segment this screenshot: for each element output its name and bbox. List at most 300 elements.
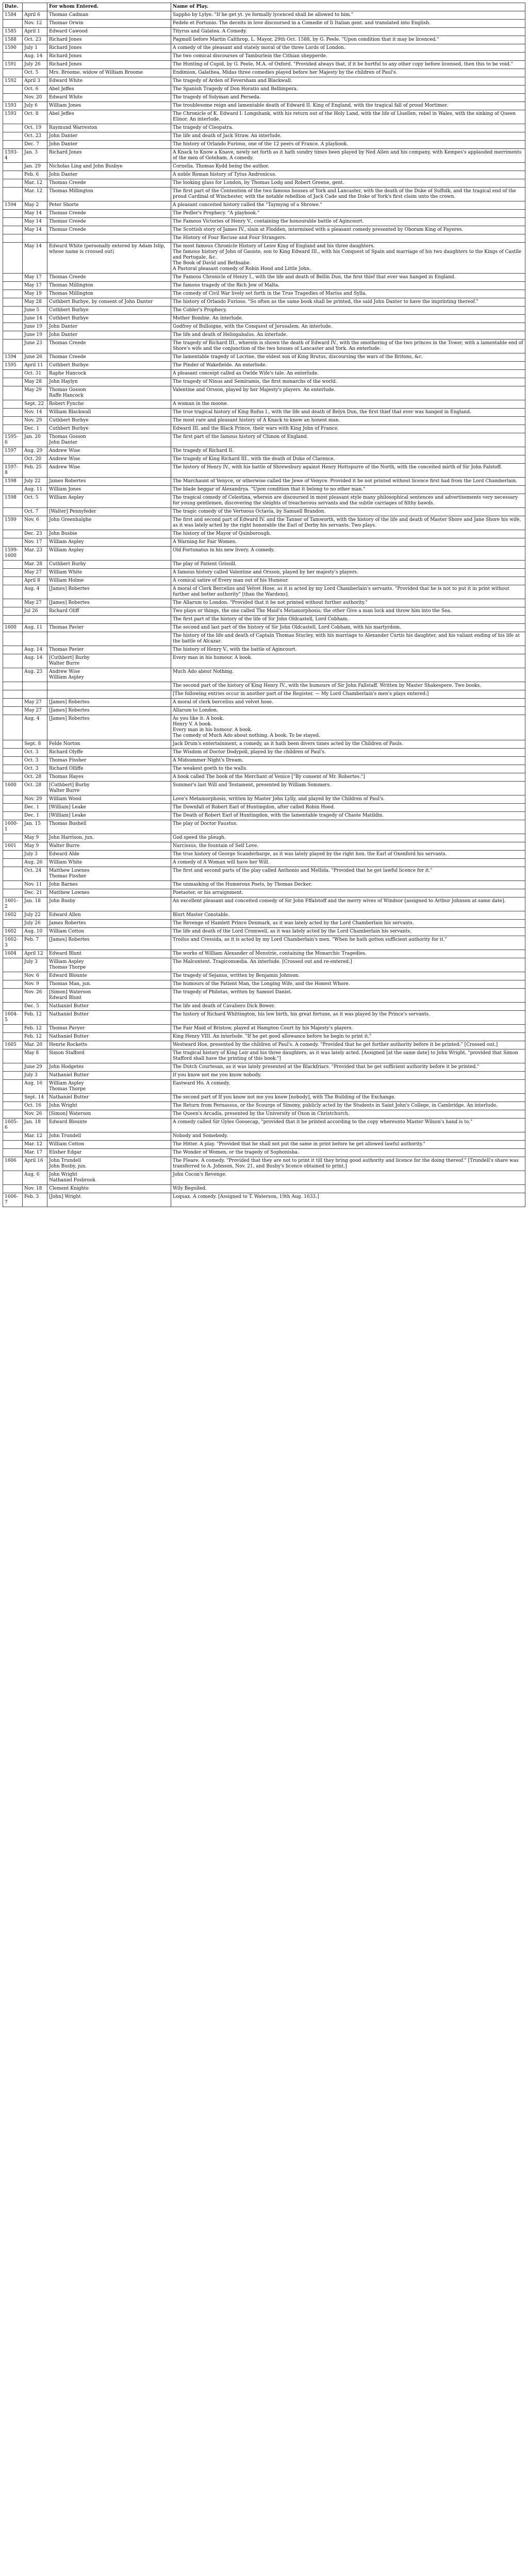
year-cell bbox=[3, 812, 23, 820]
year-cell bbox=[3, 234, 23, 243]
day-cell: May 27 bbox=[23, 569, 47, 577]
day-cell: Oct. 16 bbox=[23, 1102, 47, 1110]
day-cell: Oct. 3 bbox=[23, 757, 47, 765]
table-row bbox=[3, 149, 525, 163]
table-row bbox=[3, 740, 525, 749]
day-cell: Oct. 6 bbox=[23, 86, 47, 94]
day-cell: Jan. 18 bbox=[23, 897, 47, 911]
table-row bbox=[3, 86, 525, 94]
year-cell: 1605 bbox=[3, 1041, 23, 1049]
day-cell: Oct. 28 bbox=[23, 773, 47, 782]
day-cell: June 19 bbox=[23, 323, 47, 331]
year-cell bbox=[3, 243, 23, 274]
table-row bbox=[3, 950, 525, 958]
year-cell bbox=[3, 455, 23, 464]
entered-for-cell: Thomas Cadman bbox=[47, 11, 171, 20]
play-name-cell: The life and death of the Lord Cromwell, as it was lately acted by the Lord Chamberlain his servants. bbox=[171, 928, 525, 936]
play-name-cell: The history of the life and death of Captain Thomas Stucley, with his marriage to Alexander Curtis his daughter, and his valiant ending of his life at the battle of Alcazar. bbox=[171, 632, 525, 646]
entered-for-cell: William Aspley Thomas Thorpe bbox=[47, 958, 171, 972]
day-cell: May 27 bbox=[23, 699, 47, 707]
table-row bbox=[3, 538, 525, 547]
play-name-cell: The Famous Victories of Henry V., containing the honourable battle of Agincourt. bbox=[171, 218, 525, 226]
table-row bbox=[3, 36, 525, 44]
play-name-cell: A pleasant conceipt called as Owlde Wife's tale. An enterlude. bbox=[171, 370, 525, 378]
entered-for-cell bbox=[47, 690, 171, 699]
year-cell: 1584 bbox=[3, 11, 23, 20]
table-row bbox=[3, 632, 525, 646]
play-name-cell: The history of Henry IV., with his battle of Shrewsbury against Henry Hottspurre of the North, with the conceited mirth of Sir John Falstoff. bbox=[171, 464, 525, 478]
day-cell: Aug. 14 bbox=[23, 53, 47, 61]
day-cell: April 8 bbox=[23, 577, 47, 585]
table-row bbox=[3, 881, 525, 889]
day-cell bbox=[23, 234, 47, 243]
day-cell: Mar. 12 bbox=[23, 1141, 47, 1149]
table-row bbox=[3, 1193, 525, 1207]
play-name-cell: The tragedy of Solyman and Perseda. bbox=[171, 94, 525, 102]
play-name-cell: The History of Four Recuse and Four Strangers. bbox=[171, 234, 525, 243]
day-cell: Jan. 15 bbox=[23, 820, 47, 834]
play-name-cell: Love's Metamorphosis, written by Master John Lylly, and played by the Children of Paul's. bbox=[171, 795, 525, 804]
day-cell: May 8 bbox=[23, 1049, 47, 1063]
year-cell bbox=[3, 867, 23, 881]
table-row bbox=[3, 362, 525, 370]
table-row bbox=[3, 842, 525, 851]
day-cell: Oct. 20 bbox=[23, 455, 47, 464]
year-cell: 1597-8 bbox=[3, 464, 23, 478]
play-name-cell: The lamentable tragedy of Locrine, the eldest son of King Brutus, discoursing the wars of the Britons, &c. bbox=[171, 353, 525, 362]
entered-for-cell: Raphe Hancock bbox=[47, 370, 171, 378]
register-document bbox=[0, 3, 528, 1207]
play-name-cell: The Fleare. A comedy. "Provided that they are not to print it till they bring good authority and licence for the doing thereof." [Trundell's share was transferred to A. Johnson, Nov. 21, and Busby's licence obtained to print.] bbox=[171, 1157, 525, 1171]
year-cell: 1595 bbox=[3, 362, 23, 370]
day-cell: Oct. 23 bbox=[23, 36, 47, 44]
play-name-cell: The humours of the Patient Man, the Longing Wife, and the Honest Whore. bbox=[171, 980, 525, 989]
day-cell: May 14 bbox=[23, 226, 47, 234]
table-row bbox=[3, 757, 525, 765]
entered-for-cell: Edward Blounte bbox=[47, 1118, 171, 1132]
play-name-cell: [The following entries occur in another part of the Register. — My Lord Chamberlain's men's plays entered:] bbox=[171, 690, 525, 699]
day-cell: Oct. 31 bbox=[23, 370, 47, 378]
play-name-cell: Troilus and Cressida, as it is acted by my Lord Chamberlain's men. "When he hath gotten sufficient authority for it." bbox=[171, 936, 525, 950]
day-cell: Aug. 14 bbox=[23, 654, 47, 668]
play-name-cell: A Midsummer Night's Dream. bbox=[171, 757, 525, 765]
play-name-cell: The Return from Pernassus, or the Scourge of Simony, publicly acted by the Students in Saint John's College, in Cambridge. An interlude. bbox=[171, 1102, 525, 1110]
year-cell: 1595-6 bbox=[3, 433, 23, 447]
entered-for-cell: [James] Robertes bbox=[47, 715, 171, 740]
table-row bbox=[3, 897, 525, 911]
year-cell bbox=[3, 668, 23, 682]
play-name-cell: The life and death of Heliogabalus. An interlude. bbox=[171, 331, 525, 340]
year-cell bbox=[3, 804, 23, 812]
entered-for-cell: William Jones bbox=[47, 486, 171, 494]
play-name-cell: Narcissus, the fountain of Self Love. bbox=[171, 842, 525, 851]
day-cell: Nov. 26 bbox=[23, 1110, 47, 1118]
table-row bbox=[3, 1041, 525, 1049]
day-cell: July 3 bbox=[23, 851, 47, 859]
entered-for-cell: Cuthbert Burbye bbox=[47, 425, 171, 433]
entered-for-cell: John Busby bbox=[47, 897, 171, 911]
day-cell: Nov. 29 bbox=[23, 795, 47, 804]
play-name-cell: A moral of Clerk Bercelios and Velvet Hose, as it is acted by my Lord Chamberlain's servants. "Provided that he is not to put it in print without further and better authority" [than the Wardens]. bbox=[171, 585, 525, 599]
year-cell: 1597 bbox=[3, 447, 23, 455]
entered-for-cell: Cuthbert Burbye bbox=[47, 417, 171, 425]
play-name-cell: A Knack to Know a Knave, newly set forth as it hath sundry times been played by Ned Allen and his company, with Kempes's applauded merriments of the men of Goteham. A comedy. bbox=[171, 149, 525, 163]
play-name-cell: Blurt Master Constable. bbox=[171, 911, 525, 920]
table-row bbox=[3, 163, 525, 171]
play-name-cell: Sappho by Lylye. "If he get yt. ye formally lycenced shall be allowed to him." bbox=[171, 11, 525, 20]
year-cell bbox=[3, 654, 23, 668]
table-row bbox=[3, 378, 525, 386]
entered-for-cell: Nathaniel Butter bbox=[47, 1003, 171, 1011]
year-cell bbox=[3, 307, 23, 315]
day-cell: May 9 bbox=[23, 834, 47, 842]
play-name-cell: The Dutch Courtesan, as it was lately presented at the Blackfriars. "Provided that he get sufficient authority before it be printed." bbox=[171, 1063, 525, 1072]
entered-for-cell: John Haylyn bbox=[47, 378, 171, 386]
play-name-cell: A woman in the moone. bbox=[171, 400, 525, 409]
table-row bbox=[3, 804, 525, 812]
play-name-cell: The second and last part of the history of Sir John Oldcastell, Lord Cobham, with his martyrdom. bbox=[171, 624, 525, 632]
entered-for-cell: [William] Leake bbox=[47, 804, 171, 812]
year-cell: 1602 bbox=[3, 911, 23, 920]
day-cell: Mar. 20 bbox=[23, 1041, 47, 1049]
entered-for-cell: John Greenhalghe bbox=[47, 516, 171, 530]
play-name-cell: The Hitter. A play. "Provided that he shall not put the same in print before he get allowed lawful authority." bbox=[171, 1141, 525, 1149]
day-cell: Nov. 11 bbox=[23, 881, 47, 889]
year-cell bbox=[3, 1185, 23, 1193]
play-name-cell: Allarum to London. bbox=[171, 707, 525, 715]
year-cell: 1600 bbox=[3, 782, 23, 795]
play-name-cell: The tragedy of Philotas, written by Samuel Daniel. bbox=[171, 989, 525, 1003]
entered-for-cell: Edward Alde bbox=[47, 851, 171, 859]
year-cell bbox=[3, 226, 23, 234]
entered-for-cell: William Aspley bbox=[47, 547, 171, 561]
entered-for-cell: Thomas Creede bbox=[47, 179, 171, 188]
play-name-cell: Fedele et Fortunio. The deceits in love discoursed in a Comedie of Ii Italian gent. and translated into English. bbox=[171, 20, 525, 28]
table-row bbox=[3, 226, 525, 234]
table-row bbox=[3, 1094, 525, 1102]
year-cell: 1594 bbox=[3, 201, 23, 210]
entered-for-cell: Richard Jones bbox=[47, 61, 171, 69]
entered-for-cell: Thomas Gosson John Danter bbox=[47, 433, 171, 447]
play-name-cell: The history of the Mayor of Quinborough. bbox=[171, 530, 525, 538]
table-row bbox=[3, 44, 525, 53]
register-table bbox=[3, 3, 525, 1207]
table-row bbox=[3, 1080, 525, 1094]
table-row bbox=[3, 668, 525, 682]
table-row bbox=[3, 102, 525, 110]
year-cell bbox=[3, 132, 23, 141]
table-row bbox=[3, 624, 525, 632]
year-cell bbox=[3, 290, 23, 298]
play-name-cell: Mother Bombie. An interlude. bbox=[171, 315, 525, 323]
table-row bbox=[3, 1033, 525, 1041]
day-cell: Mar. 12 bbox=[23, 1132, 47, 1141]
day-cell: Nov. 14 bbox=[23, 409, 47, 417]
day-cell bbox=[23, 616, 47, 624]
entered-for-cell: Raymund Warreston bbox=[47, 124, 171, 132]
year-cell: 1599-1600 bbox=[3, 547, 23, 561]
day-cell: Oct. 3 bbox=[23, 749, 47, 757]
year-cell bbox=[3, 585, 23, 599]
play-name-cell: God speed the plough. bbox=[171, 834, 525, 842]
day-cell: May 17 bbox=[23, 282, 47, 290]
table-row bbox=[3, 417, 525, 425]
play-name-cell: If you know not me you know nobody. bbox=[171, 1072, 525, 1080]
entered-for-cell: Felde Norton bbox=[47, 740, 171, 749]
day-cell: Oct. 7 bbox=[23, 508, 47, 516]
year-cell bbox=[3, 646, 23, 654]
play-name-cell: The tragedy of King Richard III., with the death of Duke of Clarence. bbox=[171, 455, 525, 464]
play-name-cell: Every man in his humour. A book. bbox=[171, 654, 525, 668]
table-row bbox=[3, 386, 525, 400]
day-cell: June 5 bbox=[23, 307, 47, 315]
entered-for-cell: James Robertes bbox=[47, 920, 171, 928]
entered-for-cell: Thomas Orwin bbox=[47, 20, 171, 28]
entered-for-cell: [Simon] Waterson bbox=[47, 1110, 171, 1118]
table-row bbox=[3, 577, 525, 585]
entered-for-cell: Clement Knighte bbox=[47, 1185, 171, 1193]
table-row bbox=[3, 585, 525, 599]
table-row bbox=[3, 690, 525, 699]
entered-for-cell: Thomas Hayes bbox=[47, 773, 171, 782]
play-name-cell: Westward Hoe, presented by the children of Paul's. A comedy. "Provided that he get further authority before it be printed." [Crossed out.] bbox=[171, 1041, 525, 1049]
play-name-cell: The tragical history of King Leir and his three daughters, as it was lately acted. [Assigned [at the same date] to John Wright, "provided that Simon Stafford shall have the printing of this book."] bbox=[171, 1049, 525, 1063]
table-row bbox=[3, 1025, 525, 1033]
table-row bbox=[3, 218, 525, 226]
day-cell: July 6 bbox=[23, 102, 47, 110]
day-cell: Mar. 23 bbox=[23, 547, 47, 561]
day-cell: May 14 bbox=[23, 210, 47, 218]
year-cell bbox=[3, 94, 23, 102]
year-cell: 1591 bbox=[3, 61, 23, 69]
day-cell bbox=[23, 632, 47, 646]
table-row bbox=[3, 859, 525, 867]
play-name-cell: The tragedy of Arden of Feversham and Blackwall. bbox=[171, 77, 525, 86]
play-name-cell: The first part of the history of the life of Sir John Oldcastell, Lord Cobham. bbox=[171, 616, 525, 624]
year-cell bbox=[3, 765, 23, 773]
year-cell bbox=[3, 707, 23, 715]
year-cell: 1604-5 bbox=[3, 1011, 23, 1025]
table-row bbox=[3, 141, 525, 149]
play-name-cell: Godfrey of Bulloigne, with the Conquest of Jerusalem. An interlude. bbox=[171, 323, 525, 331]
entered-for-cell: Edward White bbox=[47, 94, 171, 102]
day-cell: Feb. 12 bbox=[23, 1033, 47, 1041]
play-name-cell: The play of Patient Grissill. bbox=[171, 561, 525, 569]
year-cell bbox=[3, 740, 23, 749]
entered-for-cell: Cuthbert Burbye bbox=[47, 315, 171, 323]
day-cell: May 9 bbox=[23, 842, 47, 851]
play-name-cell: The second part of the history of King Henry IV., with the humours of Sir John Fallstaff. Written by Master Shakespere. Two books. bbox=[171, 682, 525, 690]
play-name-cell: The famous tragedy of the Rich Jew of Malta. bbox=[171, 282, 525, 290]
year-cell bbox=[3, 386, 23, 400]
year-cell bbox=[3, 1102, 23, 1110]
play-name-cell: The unmasking of the Humorous Poets, by Thomas Decker. bbox=[171, 881, 525, 889]
entered-for-cell: Thomas Creede bbox=[47, 353, 171, 362]
entered-for-cell: William White bbox=[47, 859, 171, 867]
table-row bbox=[3, 243, 525, 274]
day-cell: Jan. 29 bbox=[23, 163, 47, 171]
play-name-cell: A comical satire of Every man out of his Humour. bbox=[171, 577, 525, 585]
year-cell: 1604 bbox=[3, 950, 23, 958]
day-cell: Aug. 11 bbox=[23, 624, 47, 632]
play-name-cell: A pleasant conceited history called the "Taymyng of a Shrowe." bbox=[171, 201, 525, 210]
table-row bbox=[3, 1072, 525, 1080]
play-name-cell: The tragic comedy of the Vertuous Octavia, by Samuell Brandon. bbox=[171, 508, 525, 516]
day-cell: Oct. 8 bbox=[23, 110, 47, 124]
play-name-cell: The Malcontent. Tragicomœdia. An interlude. [Crossed out and re-entered.] bbox=[171, 958, 525, 972]
entered-for-cell: Cuthbert Burbye, by consent of John Danter bbox=[47, 298, 171, 307]
entered-for-cell: William Aspley Thomas Thorpe bbox=[47, 1080, 171, 1094]
year-cell bbox=[3, 989, 23, 1003]
play-name-cell: The first and second part of Edward IV. and the Tanner of Tamworth, with the history of the life and death of Master Shore and Jane Shore his wife, as it was lately acted by the right honorable the Earl of Derby his servants. Two plays. bbox=[171, 516, 525, 530]
entered-for-cell: Edward Blunt bbox=[47, 950, 171, 958]
entered-for-cell: John Wright Nathaniel Fosbrook bbox=[47, 1171, 171, 1185]
play-name-cell: A comedy of the pleasant and stately moral of the three Lords of London. bbox=[171, 44, 525, 53]
entered-for-cell: John Barnes bbox=[47, 881, 171, 889]
play-name-cell: The tragedy of Sejanus, written by Benjamin Johnson. bbox=[171, 972, 525, 980]
year-cell: 1599 bbox=[3, 516, 23, 530]
play-name-cell: The Chronicle of K. Edward I. Longshank, with his return out of the Holy Land, with the life of Lluellen, rebel in Wales, with the sinking of Queen Elinor. An interlude. bbox=[171, 110, 525, 124]
year-cell: 1592 bbox=[3, 77, 23, 86]
entered-for-cell: Walter Burre bbox=[47, 842, 171, 851]
table-row bbox=[3, 282, 525, 290]
play-name-cell: The works of William Alexander of Menstrie, containing the Monarchic Tragedies. bbox=[171, 950, 525, 958]
table-row bbox=[3, 980, 525, 989]
table-row bbox=[3, 447, 525, 455]
entered-for-cell: Thomas Gosson Raffe Hancock bbox=[47, 386, 171, 400]
play-name-cell: The tragical comedy of Celestina, wherein are discoursed in most pleasant style many philosophical sentences and advertisements very necessary for young gentlemen, discovering the sleights of treacherous servants and the subtle carriages of filthy bawds. bbox=[171, 494, 525, 508]
play-name-cell: The most rare and pleasant history of A Knack to know an honest man. bbox=[171, 417, 525, 425]
entered-for-cell: Peter Shorte bbox=[47, 201, 171, 210]
day-cell: Dec. 21 bbox=[23, 889, 47, 897]
table-row bbox=[3, 400, 525, 409]
day-cell: Nov. 18 bbox=[23, 1185, 47, 1193]
entered-for-cell: [William] Leake bbox=[47, 812, 171, 820]
entered-for-cell: [Cuthbert] Burby Walter Burre bbox=[47, 782, 171, 795]
entered-for-cell: Edward White bbox=[47, 77, 171, 86]
entered-for-cell: William White bbox=[47, 569, 171, 577]
table-row bbox=[3, 323, 525, 331]
day-cell: July 1 bbox=[23, 44, 47, 53]
play-name-cell: Summer's last Will and Testament, presented by William Sommers. bbox=[171, 782, 525, 795]
year-cell bbox=[3, 124, 23, 132]
play-name-cell: The weakest goeth to the walls. bbox=[171, 765, 525, 773]
day-cell: June 14 bbox=[23, 315, 47, 323]
entered-for-cell: Nathaniel Butter bbox=[47, 1072, 171, 1080]
year-cell bbox=[3, 179, 23, 188]
day-cell: Aug. 4 bbox=[23, 715, 47, 740]
year-cell bbox=[3, 1033, 23, 1041]
day-cell bbox=[23, 690, 47, 699]
year-cell bbox=[3, 1132, 23, 1141]
entered-for-cell: John Harrison, jun. bbox=[47, 834, 171, 842]
entered-for-cell: Thomas Pavier bbox=[47, 646, 171, 654]
table-row bbox=[3, 1118, 525, 1132]
year-cell bbox=[3, 980, 23, 989]
play-name-cell: The Pinder of Wakefielde. An enterlude. bbox=[171, 362, 525, 370]
entered-for-cell: John Hodgetes bbox=[47, 1063, 171, 1072]
play-name-cell: Two plays or things, the one called The Maid's Metamorphosis; the other Give a man luck and throw him into the Sea. bbox=[171, 607, 525, 616]
table-row bbox=[3, 773, 525, 782]
year-cell bbox=[3, 486, 23, 494]
table-row bbox=[3, 707, 525, 715]
year-cell bbox=[3, 972, 23, 980]
entered-for-cell: Cuthbert Burby bbox=[47, 561, 171, 569]
entered-for-cell: [Walter] Pennyfeder bbox=[47, 508, 171, 516]
day-cell: June 23 bbox=[23, 340, 47, 353]
year-cell bbox=[3, 1063, 23, 1072]
table-row bbox=[3, 654, 525, 668]
table-row bbox=[3, 1102, 525, 1110]
year-cell: 1606 bbox=[3, 1157, 23, 1171]
table-row bbox=[3, 1171, 525, 1185]
table-row bbox=[3, 958, 525, 972]
day-cell: Aug. 10 bbox=[23, 928, 47, 936]
entered-for-cell: Robert Fynche bbox=[47, 400, 171, 409]
day-cell: Dec. 1 bbox=[23, 804, 47, 812]
year-cell bbox=[3, 538, 23, 547]
day-cell: Nov. 20 bbox=[23, 94, 47, 102]
table-row bbox=[3, 972, 525, 980]
day-cell: July 26 bbox=[23, 920, 47, 928]
play-name-cell: The Cobler's Prophecy. bbox=[171, 307, 525, 315]
table-row bbox=[3, 516, 525, 530]
year-cell bbox=[3, 400, 23, 409]
day-cell: July 22 bbox=[23, 478, 47, 486]
table-row bbox=[3, 298, 525, 307]
day-cell: May 14 bbox=[23, 218, 47, 226]
day-cell: Aug. 11 bbox=[23, 486, 47, 494]
entered-for-cell: William Jones bbox=[47, 102, 171, 110]
year-cell bbox=[3, 282, 23, 290]
year-cell bbox=[3, 881, 23, 889]
year-cell: 1594 bbox=[3, 353, 23, 362]
year-cell bbox=[3, 340, 23, 353]
day-cell: May 27 bbox=[23, 599, 47, 607]
table-row bbox=[3, 795, 525, 804]
entered-for-cell: James Robertes bbox=[47, 478, 171, 486]
day-cell: Sept. 14 bbox=[23, 1094, 47, 1102]
entered-for-cell: Thomas Pavier bbox=[47, 624, 171, 632]
play-name-cell: The Wonder of Women, or the tragedy of Sophonisba. bbox=[171, 1149, 525, 1157]
table-row bbox=[3, 851, 525, 859]
year-cell bbox=[3, 889, 23, 897]
table-row bbox=[3, 353, 525, 362]
day-cell: July 3 bbox=[23, 958, 47, 972]
play-name-cell: Old Fortunatus in his new livery. A comedy. bbox=[171, 547, 525, 561]
table-row bbox=[3, 682, 525, 690]
table-row bbox=[3, 616, 525, 624]
year-cell bbox=[3, 1080, 23, 1094]
year-cell bbox=[3, 530, 23, 538]
year-cell bbox=[3, 958, 23, 972]
day-cell: Aug. 26 bbox=[23, 859, 47, 867]
play-name-cell: Wily Beguiled. bbox=[171, 1185, 525, 1193]
year-cell: 1585 bbox=[3, 28, 23, 36]
play-name-cell: Edward III. and the Black Prince, their wars with King John of France. bbox=[171, 425, 525, 433]
entered-for-cell: William Holme bbox=[47, 577, 171, 585]
entered-for-cell: Edward Allen bbox=[47, 911, 171, 920]
table-row bbox=[3, 433, 525, 447]
play-name-cell: The tragedy of Cleopatra. bbox=[171, 124, 525, 132]
entered-for-cell: John Danter bbox=[47, 141, 171, 149]
year-cell: 1593-4 bbox=[3, 149, 23, 163]
entered-for-cell: [Simon] Waterson Edward Blunt bbox=[47, 989, 171, 1003]
table-row bbox=[3, 370, 525, 378]
play-name-cell: The Death of Robert Earl of Huntingdon, with the lamentable tragedy of Chaste Matildin. bbox=[171, 812, 525, 820]
entered-for-cell: Richard Jones bbox=[47, 36, 171, 44]
year-cell bbox=[3, 315, 23, 323]
